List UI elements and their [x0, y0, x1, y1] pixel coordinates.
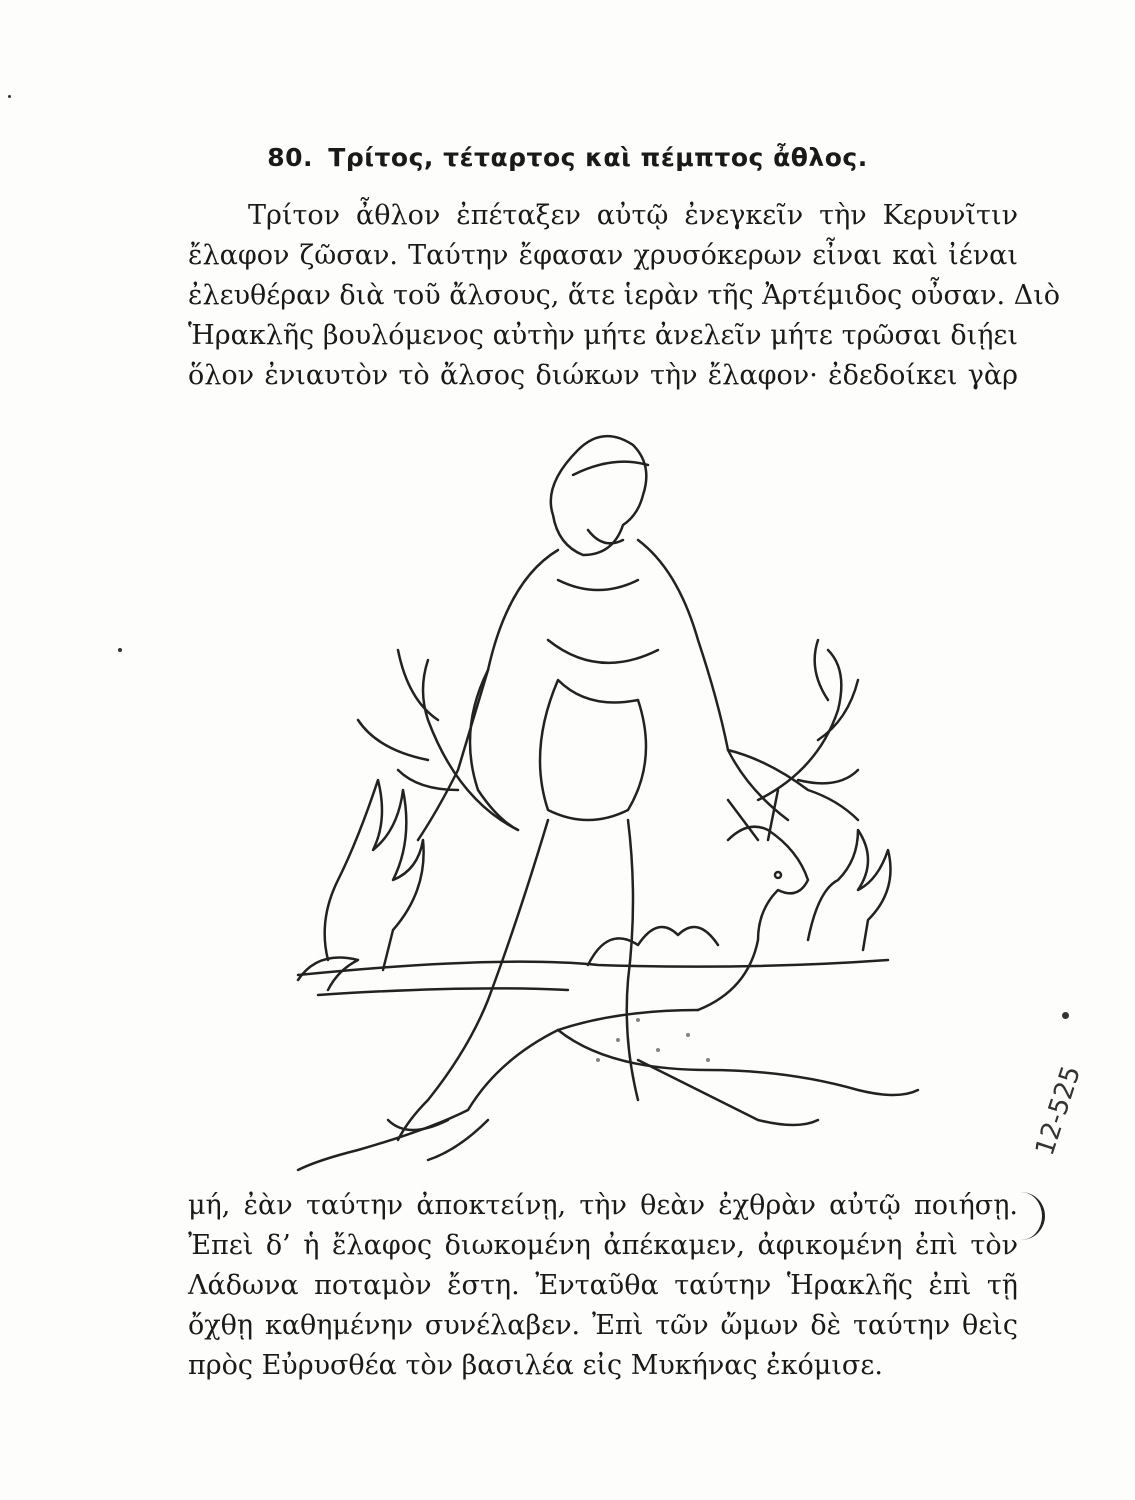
text-line: Ἡρακλῆς βουλόμενος αὐτὴν μήτε ἀνελεῖν μήτε τρῶσαι διῄει [188, 320, 1018, 351]
section-heading [0, 143, 1135, 172]
text-line: μή, ἐὰν ταύτην ἀποκτείνῃ, τὴν θεὰν ἐχθρὰν αὐτῷ ποιήσῃ. [188, 1190, 1018, 1221]
handwritten-note: 12-525 [1030, 1062, 1087, 1160]
heracles-and-hind-illustration [258, 420, 958, 1180]
text-line: Ἐπεὶ δ’ ἡ ἔλαφος διωκομένη ἀπέκαμεν, ἀφικομένη ἐπὶ τὸν [188, 1230, 1018, 1261]
section-number: 80. [267, 143, 314, 172]
paragraph-top [188, 196, 1061, 396]
text-line: ὄχθῃ καθημένην συνέλαβεν. Ἐπὶ τῶν ὤμων δὲ ταύτην θεὶς [188, 1310, 1018, 1341]
text-line: Λάδωνα ποταμὸν ἔστη. Ἐνταῦθα ταύτην Ἡρακλῆς ἐπὶ τῇ [188, 1270, 1018, 1301]
section-title: Τρίτος, τέταρτος καὶ πέμπτος ἆθλος. [328, 143, 868, 172]
ink-speck [8, 95, 11, 98]
text-line: Τρίτον ἆθλον ἐπέταξεν αὐτῷ ἐνεγκεῖν τὴν Κερυνῖτιν [248, 200, 1018, 231]
text-line: πρὸς Εὐρυσθέα τὸν βασιλέα εἰς Μυκήνας ἐκόμισε. [188, 1350, 883, 1381]
text-line: ἐλευθέραν διὰ τοῦ ἄλσους, ἅτε ἱερὰν τῆς Ἀρτέμιδος οὖσαν. Διὸ [188, 280, 1061, 311]
ink-speck [1062, 1012, 1069, 1019]
text-line: ὅλον ἐνιαυτὸν τὸ ἄλσος διώκων τὴν ἔλαφον· ἐδεδοίκει γὰρ [188, 360, 1018, 391]
paragraph-bottom [188, 1186, 1018, 1386]
text-line: ἔλαφον ζῶσαν. Ταύτην ἔφασαν χρυσόκερων εἶναι καὶ ἰέναι [188, 240, 1018, 271]
bracket-mark [1020, 1192, 1045, 1240]
ink-speck [118, 648, 122, 652]
